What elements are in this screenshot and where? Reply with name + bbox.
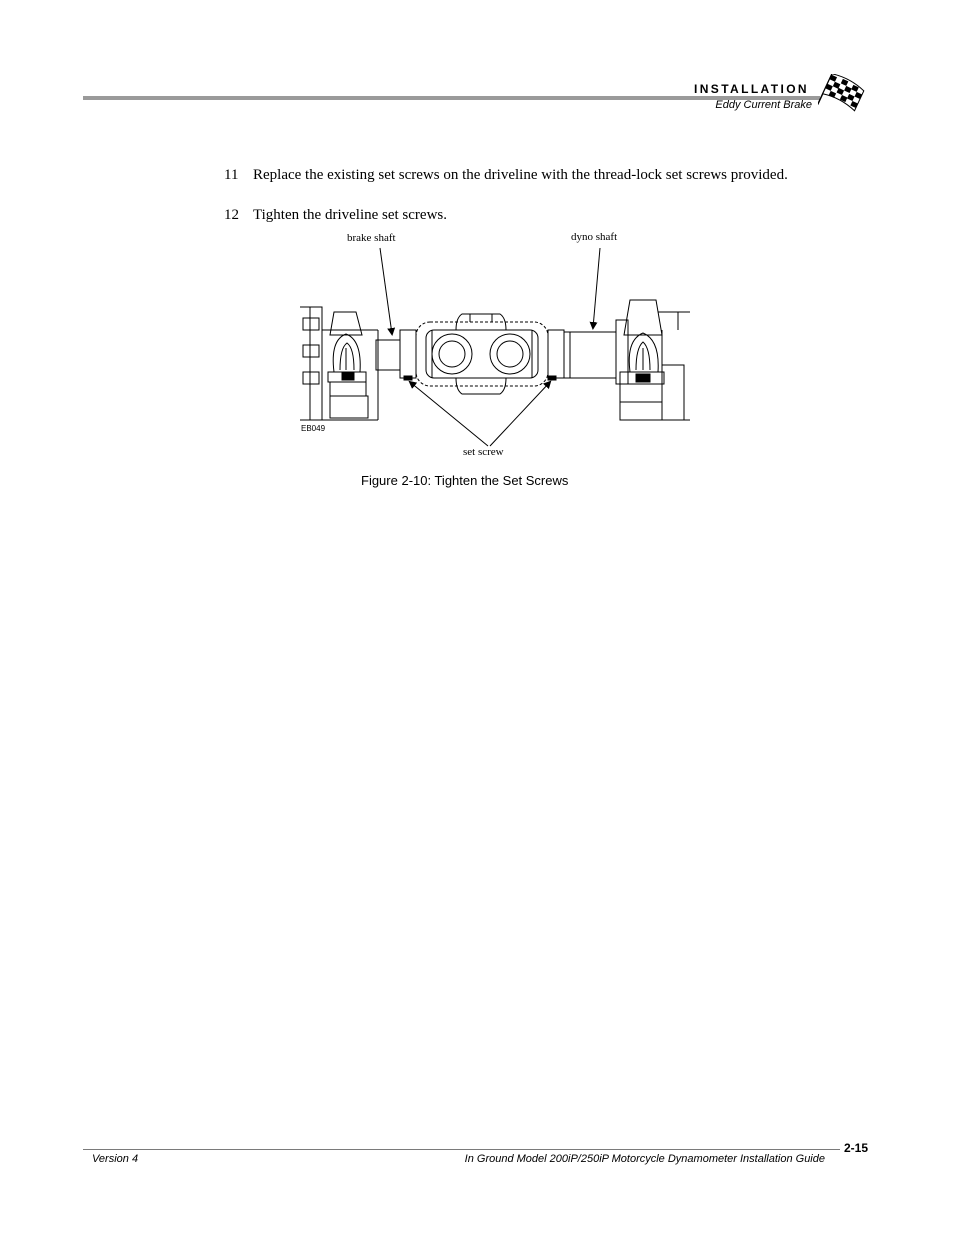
- step-number: 11: [224, 167, 239, 183]
- figure-caption: Figure 2-10: Tighten the Set Screws: [361, 473, 569, 488]
- callout-set-screw: set screw: [463, 446, 504, 458]
- footer-rule: [83, 1149, 840, 1150]
- header-subsection-title: Eddy Current Brake: [715, 99, 812, 111]
- header-section-title: INSTALLATION: [693, 82, 809, 96]
- figure-id: EB049: [301, 424, 326, 433]
- step-number: 12: [224, 207, 239, 223]
- step-text: Tighten the driveline set screws.: [253, 207, 447, 223]
- callout-dyno-shaft: dyno shaft: [571, 231, 618, 243]
- page-number: 2-15: [844, 1141, 869, 1155]
- callout-brake-shaft: brake shaft: [347, 232, 396, 244]
- step-text: Replace the existing set screws on the driveline with the thread-lock set screws provided.: [253, 167, 788, 183]
- footer-version: Version 4: [92, 1153, 139, 1165]
- footer-guide-title: In Ground Model 200iP/250iP Motorcycle Dynamometer Installation Guide: [464, 1153, 825, 1165]
